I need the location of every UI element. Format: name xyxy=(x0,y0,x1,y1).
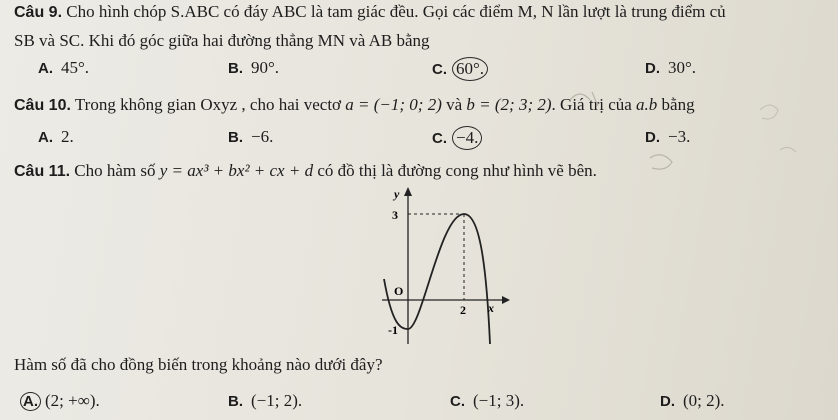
tick-y-minus1: -1 xyxy=(388,323,398,337)
q11-question-line xyxy=(14,354,383,376)
q9-line2 xyxy=(14,30,430,52)
tick-x-2: 2 xyxy=(460,303,466,317)
q11-option-a-letter: A. xyxy=(20,392,41,411)
q9-text-line2: SB và SC. Khi đó góc giữa hai đường thẳng MN và AB bằng xyxy=(14,31,430,50)
q10-text-and: và xyxy=(446,95,463,114)
q10-option-a-letter: A. xyxy=(38,129,53,146)
q9-option-a-value: 45°. xyxy=(61,58,90,77)
q10-dot-product: a.b xyxy=(636,95,658,114)
q11-option-c-letter: C. xyxy=(450,393,465,410)
q11-option-d xyxy=(660,390,725,413)
q11-option-d-value: (0; 2). xyxy=(683,391,725,410)
q11-question: Hàm số đã cho đồng biến trong khoảng nào dưới đây? xyxy=(14,355,383,374)
tick-y-3: 3 xyxy=(392,208,398,222)
q10-option-c xyxy=(432,126,482,150)
q9-option-d-value: 30°. xyxy=(668,58,697,77)
q9-option-d xyxy=(645,57,696,80)
q11-option-c xyxy=(450,390,524,413)
q11-formula: y = ax³ + bx² + cx + d xyxy=(159,161,314,180)
q10-option-b-letter: B. xyxy=(228,129,243,146)
x-axis-label: x xyxy=(488,301,494,315)
q9-line1 xyxy=(14,1,726,24)
q10-text-end: bằng xyxy=(661,95,695,114)
q10-option-d xyxy=(645,126,690,149)
q10-option-b xyxy=(228,126,273,149)
q9-option-c-value: 60°. xyxy=(452,57,488,81)
cubic-function-graph xyxy=(370,184,520,352)
q10-option-a xyxy=(38,126,74,149)
q11-option-b-value: (−1; 2). xyxy=(251,391,303,410)
q11-line xyxy=(14,160,597,183)
q11-option-a xyxy=(20,390,100,413)
q10-option-c-letter: C. xyxy=(432,130,447,147)
q10-text-a: Trong không gian Oxyz , cho hai vectơ xyxy=(74,95,342,114)
q10-vector-b: b = (2; 3; 2) xyxy=(466,95,552,114)
q9-option-c-letter: C. xyxy=(432,61,447,78)
q11-option-c-value: (−1; 3). xyxy=(473,391,525,410)
q10-line xyxy=(14,94,695,117)
q10-label: Câu 10. xyxy=(14,97,71,114)
q11-label: Câu 11. xyxy=(14,163,71,180)
q9-option-b-value: 90°. xyxy=(251,58,280,77)
scribble-marks-right xyxy=(760,105,796,152)
cubic-curve xyxy=(384,214,490,344)
q9-option-a xyxy=(38,57,89,80)
q11-option-a-value: (2; +∞). xyxy=(45,391,100,410)
q10-text-tail: . Giá trị của xyxy=(551,95,632,114)
q11-text-a: Cho hàm số xyxy=(74,161,156,180)
q11-option-d-letter: D. xyxy=(660,393,675,410)
q9-option-c xyxy=(432,57,488,81)
y-axis-arrow xyxy=(404,187,412,196)
q11-option-b xyxy=(228,390,302,413)
q10-vector-a: a = (−1; 0; 2) xyxy=(345,95,442,114)
q9-option-b xyxy=(228,57,279,80)
q11-text-b: có đồ thị là đường cong như hình vẽ bên. xyxy=(317,161,597,180)
y-axis-label: y xyxy=(394,187,400,201)
origin-label: O xyxy=(394,284,404,298)
q9-text-line1: Cho hình chóp S.ABC có đáy ABC là tam giác đều. Gọi các điểm M, N lần lượt là trung điểm củ xyxy=(66,2,726,21)
q10-option-d-value: −3. xyxy=(668,127,691,146)
q9-option-b-letter: B. xyxy=(228,60,243,77)
q11-option-b-letter: B. xyxy=(228,393,243,410)
q10-option-b-value: −6. xyxy=(251,127,274,146)
q9-label: Câu 9. xyxy=(14,4,63,21)
q10-option-c-value: −4. xyxy=(452,126,482,150)
x-axis-arrow xyxy=(502,296,510,304)
q9-option-d-letter: D. xyxy=(645,60,660,77)
q10-option-a-value: 2. xyxy=(61,127,74,146)
q10-option-d-letter: D. xyxy=(645,129,660,146)
q9-option-a-letter: A. xyxy=(38,60,53,77)
